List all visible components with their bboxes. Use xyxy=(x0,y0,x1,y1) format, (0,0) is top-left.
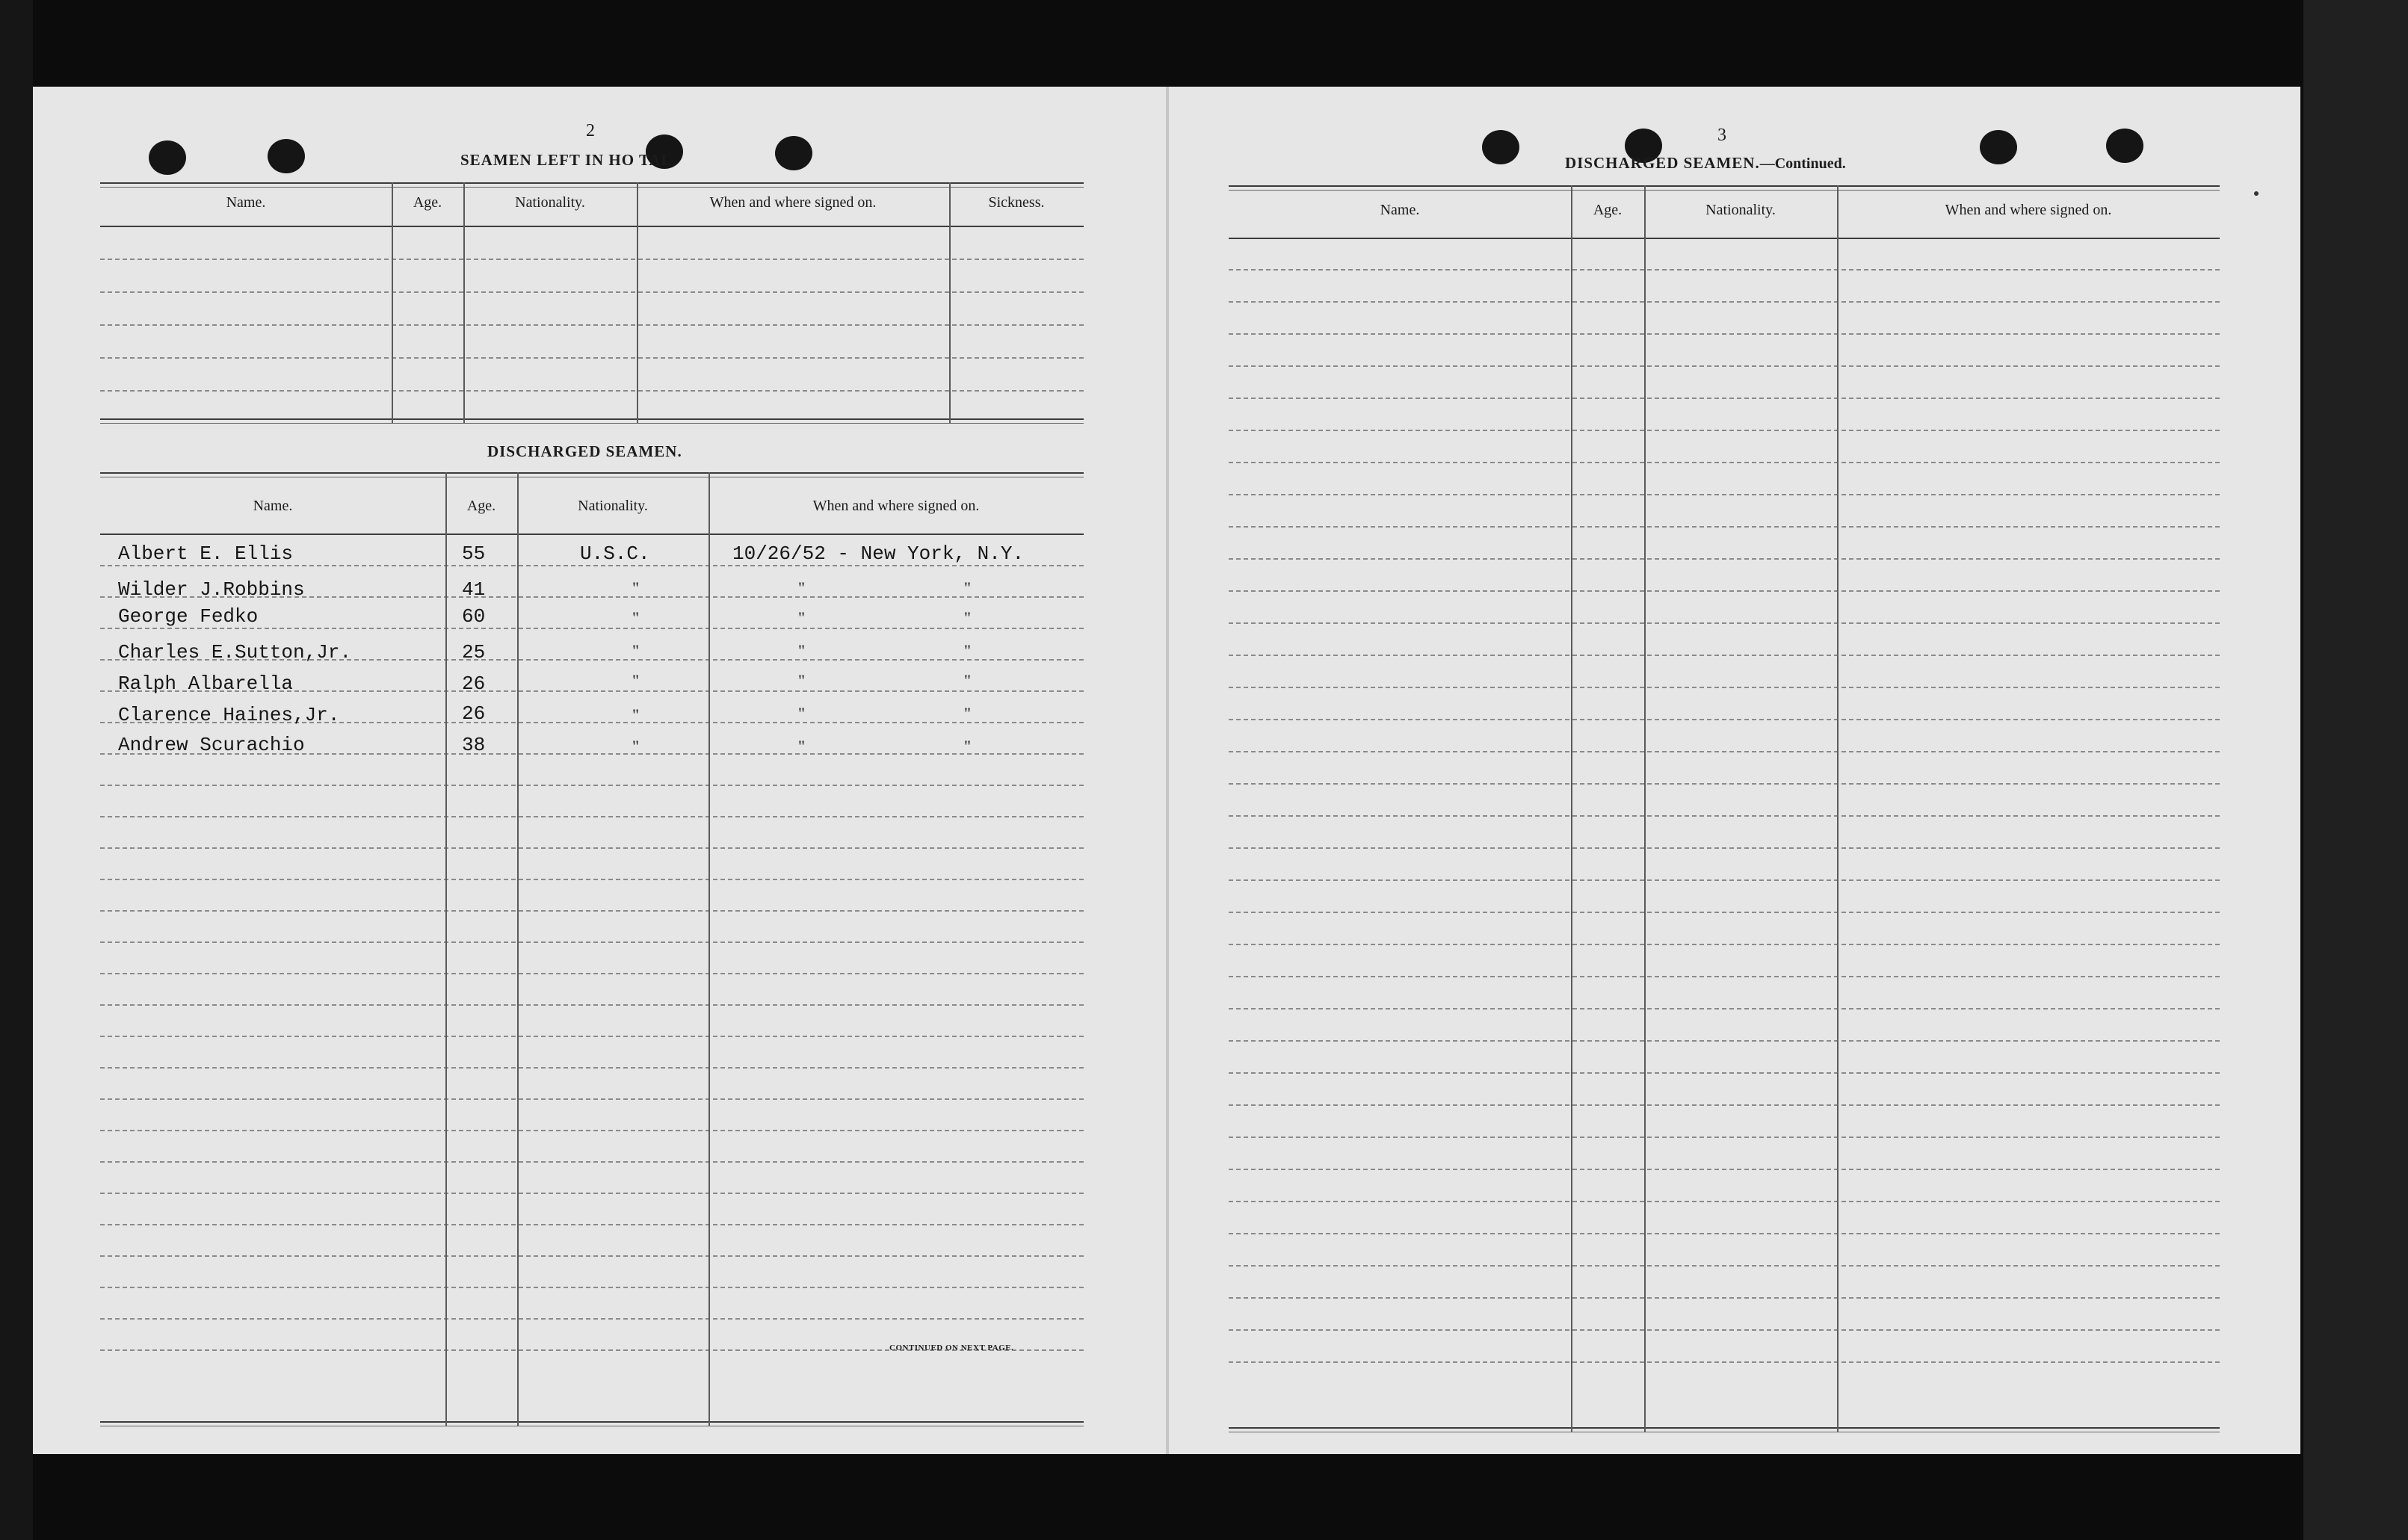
page-number-right: 3 xyxy=(1717,126,1726,145)
seaman-signed-on: 10/26/52 - New York, N.Y. xyxy=(732,542,1025,565)
seaman-signed-on-place-ditto: " xyxy=(964,671,971,690)
seaman-signed-on-date-ditto: " xyxy=(798,671,805,690)
punch-hole xyxy=(1482,130,1519,164)
discharged-col-nationality: Nationality. xyxy=(578,498,648,514)
seaman-nationality: " xyxy=(632,737,639,755)
seaman-nationality: " xyxy=(632,578,639,597)
seaman-signed-on-place-ditto: " xyxy=(964,737,971,755)
seaman-name: Clarence Haines,Jr. xyxy=(118,704,340,726)
discharged-col-signed-on: When and where signed on. xyxy=(812,498,980,514)
hospital-col-nationality: Nationality. xyxy=(515,194,585,211)
right-col-age: Age. xyxy=(1593,202,1623,218)
seaman-signed-on-date-ditto: " xyxy=(798,608,805,627)
seaman-signed-on-date-ditto: " xyxy=(798,641,805,660)
punch-hole xyxy=(268,139,305,173)
seaman-nationality: " xyxy=(632,705,639,724)
page-fold xyxy=(1166,87,1169,1454)
seaman-signed-on-place-ditto: " xyxy=(964,608,971,627)
seaman-name: Albert E. Ellis xyxy=(118,542,294,565)
continued-footer: CONTINUED ON NEXT PAGE. xyxy=(889,1343,1014,1352)
hospital-col-signed-on: When and where signed on. xyxy=(709,194,877,211)
page-number-left: 2 xyxy=(586,121,595,140)
seaman-age: 26 xyxy=(462,702,486,725)
hospital-section-title: SEAMEN LEFT IN HO TAL. xyxy=(460,151,677,169)
seaman-nationality: U.S.C. xyxy=(580,542,650,565)
punch-hole xyxy=(775,136,812,170)
seaman-signed-on-place-ditto: " xyxy=(964,641,971,660)
hospital-col-name: Name. xyxy=(226,194,266,211)
hospital-col-sickness: Sickness. xyxy=(988,194,1045,211)
right-col-nationality: Nationality. xyxy=(1705,202,1776,218)
right-title-main: DISCHARGED SEAMEN. xyxy=(1565,154,1760,172)
seaman-name: Andrew Scurachio xyxy=(118,734,305,756)
punch-hole xyxy=(149,140,186,175)
seaman-age: 41 xyxy=(462,578,486,601)
seaman-name: Charles E.Sutton,Jr. xyxy=(118,641,352,664)
scan-left-edge xyxy=(0,0,33,1540)
scan-right-edge xyxy=(2303,0,2408,1540)
right-col-name: Name. xyxy=(1380,202,1420,218)
seaman-signed-on-date-ditto: " xyxy=(798,704,805,723)
seaman-age: 38 xyxy=(462,734,486,756)
discharged-col-name: Name. xyxy=(253,498,293,514)
document-sheet xyxy=(33,87,2300,1454)
right-col-signed-on: When and where signed on. xyxy=(1945,202,2112,218)
seaman-age: 26 xyxy=(462,672,486,695)
seaman-signed-on-date-ditto: " xyxy=(798,578,805,597)
discharged-table xyxy=(100,472,1094,1429)
discharged-col-age: Age. xyxy=(466,498,496,514)
seaman-nationality: " xyxy=(632,671,639,690)
seaman-age: 60 xyxy=(462,605,486,628)
seaman-signed-on-place-ditto: " xyxy=(964,704,971,723)
seaman-nationality: " xyxy=(632,608,639,627)
punch-hole xyxy=(2106,129,2143,163)
discharged-section-title: DISCHARGED SEAMEN. xyxy=(487,442,682,460)
seaman-signed-on-place-ditto: " xyxy=(964,578,971,597)
seaman-name: George Fedko xyxy=(118,605,259,628)
punch-hole xyxy=(1980,130,2017,164)
stray-mark xyxy=(2254,191,2259,196)
seaman-name: Ralph Albarella xyxy=(118,672,294,695)
seaman-signed-on-date-ditto: " xyxy=(798,737,805,755)
right-section-title xyxy=(1565,154,1846,173)
right-title-suffix: —Continued. xyxy=(1759,155,1846,172)
seaman-age: 55 xyxy=(462,542,486,565)
discharged-continued-table xyxy=(1229,185,2260,1441)
hospital-col-age: Age. xyxy=(413,194,442,211)
seaman-age: 25 xyxy=(462,641,486,664)
seaman-name: Wilder J.Robbins xyxy=(118,578,305,601)
seaman-nationality: " xyxy=(632,641,639,660)
